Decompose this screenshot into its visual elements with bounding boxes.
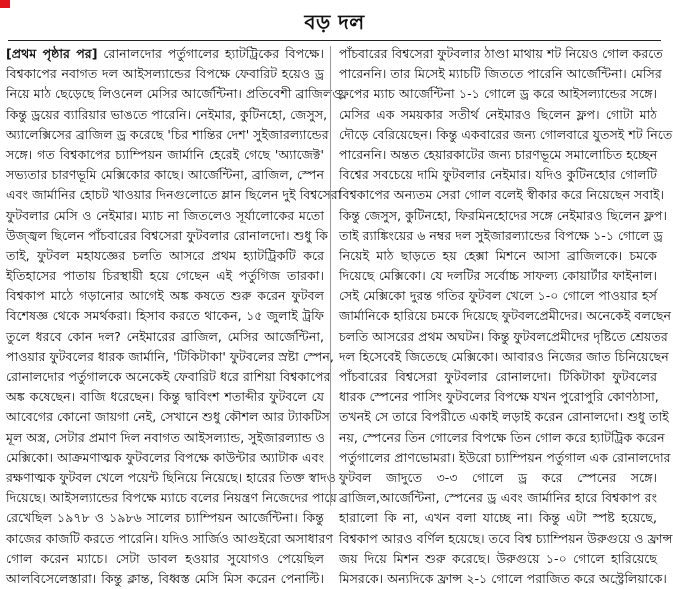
article-line: পাঁচবারের বিশ্বসেরা ফুটবলার রোনালদো। টিকিটাকা ফুটবলের [339, 369, 657, 384]
article-line: গোল করেন ম্যাচে। সেটা ডাবল হওয়ার সুযোগও পেয়েছিল [6, 550, 324, 566]
article-line: সেই মেক্সিকো দুরন্ত গতির ফুটবল খেলে ১-০ গোলে পাওয়ার হর্স [339, 288, 657, 304]
article-line-text: রোনালদোর পর্তুগালের হ্যাটট্রিকের বিপক্ষে। [103, 46, 324, 61]
article-line: রক্ষণাত্মক ফুটবল খেলে পয়েন্ট ছিনিয়ে নিয়েছে। হারের তিক্ত স্বাদও [6, 469, 336, 485]
article-line [6, 44, 324, 64]
article-line: পর্তুগালের প্রাণভোমরা। ইউরো চ্যাম্পিয়ন পর্তুগাল এক রোনালদোর [339, 449, 671, 465]
article-line: তুলে ধরবে কোন দল? নেইমারের ব্রাজিল, মেসির আর্জেন্টিনা, [6, 328, 324, 344]
article-line: দিয়েছে মেক্সিকো। যে দলটির সর্বোচ্চ সাফল্য কোয়ার্টার ফাইনাল। [339, 268, 657, 284]
article-line: নিয়েই মাঠ ছাড়তে হয় হেক্সা মিশনে আসা ব্রাজিলকে। চমকে [339, 247, 657, 263]
article-line: সভ্যতার চারণভূমি মেক্সিকোর কাছে। আর্জেন্টিনা, ব্রাজিল, স্পেন [6, 167, 324, 183]
article-line: অ্যালেক্সিসের ব্রাজিল ড্র করেছে 'চির শান্তির দেশ' সুইজারল্যান্ডের [6, 126, 329, 142]
article-line: অঙ্ক কষেছেন। বাজি ধরেছেন। কিন্তু দ্বাবিংশ শতাব্দীর ফুটবলে যে [6, 389, 324, 405]
article-line: সঙ্গে। গত বিশ্বকাপের চ্যাম্পিয়ন জার্মানি হেরেই গেছে 'অ্যাজেক্ট' [6, 146, 324, 162]
corner-red-mark [0, 0, 10, 8]
article-column-left [6, 44, 342, 586]
continuation-kicker: [প্রথম পৃষ্ঠার পর] [6, 46, 98, 61]
article-line: ইতিহাসের পাতায় চিরস্থায়ী হয়ে গেছেন এই পর্তুগিজ তারকা। [6, 268, 324, 284]
article-line: ফুটবল জাদুতে ৩-৩ গোলে ড্র করে স্পেনের সঙ্গে। [339, 469, 657, 485]
article-line: ফুটবলার মেসি ও নেইমার। ম্যাচ না জিতলেও সূর্যালোকের মতো [6, 207, 324, 223]
article-line: তখনই সে তারে বিপরীতে একাই লড়াই করেন রোনালদো। শুধু তাই [339, 409, 669, 425]
article-line: তাই র‌্যাঙ্কিংয়ের ৬ নম্বর দল সুইজারল্যান্ডের বিপক্ষে ১-১ গোলে ড্র [339, 227, 663, 243]
article-line: নয়, স্পেনের তিন গোলের বিপক্ষে তিন গোল করে হ্যাটট্রিক করেন [339, 429, 665, 445]
article-line: ধারক স্পেনের পাসিং ফুটবলের বিপক্ষে যখন পুরোপুরি কোণঠাসা, [339, 389, 659, 405]
article-line: চলতি আসরের প্রথম অঘটন। কিন্তু ফুটবলপ্রেমীদের দৃষ্টিতে শ্রেয়তর [339, 328, 668, 344]
article-line: মূল অস্ত্র, সেটার প্রমাণ দিল নবাগত আইসল্যান্ড, সুইজারল্যান্ড ও [6, 429, 326, 445]
article-line: দৌড়ে বেরিয়েছেন। কিন্তু একবারের জন্য গোলবারে যুতসই শট নিতে [339, 126, 673, 142]
article-line: মেসির এক সময়কার সতীর্থ নেইমারও ছিলেন ফ্লপ। গোটা মাঠ [339, 106, 657, 122]
article-line: জয় দিয়ে মিশন শুরু করেছে। উরুগুয়ে ১-০ গোলে হারিয়েছে [339, 550, 657, 566]
article-line: বিশ্বকাপ মাঠে গড়ানোর আগেই অঙ্ক কষতে শুরু করেন ফুটবল [6, 288, 324, 304]
article-line: জার্মানিকে হারিয়ে চমকে দিয়েছে ফুটবলপ্রেমীদের। অনেকেই বলছেন [339, 308, 672, 324]
article-line: কিন্তু জেসুস, কুটিনহো, ফিরমিনহোদের সঙ্গে নেইমারও ছিলেন ফ্লপ। [339, 207, 667, 223]
article-line: মেক্সিকো। আক্রমণাত্মক ফুটবলের বিপক্ষে কাউন্টার অ্যাটাক এবং [6, 449, 324, 465]
article-line: পারেননি। তার মিসেই ম্যাচটি জিততে পারেনি আর্জেন্টিনা। মেসির [339, 66, 662, 82]
article-line: রেখেছিল ১৯৭৮ ও ১৯৮৬ সালের চ্যাম্পিয়ন আর্জেন্টিনা। কিন্তু [6, 510, 324, 526]
article-line: বিশ্বকাপ আরও বর্ণিল হয়েছে। তবে বিশ্ব চ্যাম্পিয়ন উরুগুয়ে ও ফ্রান্স [339, 530, 673, 546]
article-line: বিশ্বের সবচেয়ে দামি ফুটবলার নেইমার। যদিও কুটিনহোর গোলটি [339, 167, 657, 183]
article-line: পারেননি। অন্তত হেয়ারকাটের জন্য চারণভূমে সমালোচিত হচ্ছেন [339, 146, 658, 162]
article-line: দিয়েছে। আইসল্যান্ডের বিপক্ষে ম্যাচে বলের নিয়ন্ত্রণ নিজেদের পায়ে [6, 490, 337, 506]
article-line: উজ্জ্বল ছিলেন পাঁচবারের বিশ্বসেরা ফুটবলার রোনালদো। শুধু কি [6, 227, 328, 243]
article-line: নিয়ে মাঠ ছেড়েছে লিওনেল মেসির আর্জেন্টিনা। প্রতিবেশী ব্রাজিলও [6, 86, 342, 102]
article-line: পাওয়ার ফুটবলের ধারক জার্মানি, 'টিকিটাকা' ফুটবলের স্রষ্টা স্পেন, [6, 348, 334, 364]
article-line: আবেগের কোনো জায়গা নেই, সেখানে শুধু কৌশল আর ট্যাকটিস [6, 409, 330, 425]
article-line: বিশ্বকাপের অন্যতম সেরা গোল বলেই স্বীকার করে নিয়েছেন সবাই। [339, 187, 665, 203]
article-line: ফ্লপের ম্যাচ আর্জেন্টিনা ১-১ গোলে ড্র করে আইসল্যান্ডের সঙ্গে। [339, 86, 657, 102]
article-headline: বড় দল [304, 10, 365, 34]
article-column-right [339, 44, 673, 586]
article-line: হারালো কি না, এখন বলা যাচ্ছে না। কিন্তু এটা স্পষ্ট হয়েছে, [339, 510, 657, 526]
article-line: এবং জার্মানির হোচট খাওয়ার দিনগুলোতে ম্লান ছিলেন দুই বিশ্বসেরা [6, 187, 342, 203]
article-line: ব্রাজিল,আর্জেন্টিনা, স্পেনের ড্র এবং জার্মানির হারে বিশ্বকাপ রং [339, 490, 657, 506]
article-line: বিশেষজ্ঞ থেকে সমর্থকরা। হিসাব করতে থাকেন, ১৫ জুলাই ট্রফি [6, 308, 324, 324]
article-line: তাই, ফুটবল মহাযজ্ঞের চলতি আসরে প্রথম হ্যাটট্রিকটি করে [6, 247, 324, 263]
article-line: বিশ্বকাপের নবাগত দল আইসল্যান্ডের বিপক্ষে ফেবারিট হয়েও ড্র [6, 66, 324, 82]
article-line: কাজের কাজটি করতে পারেনি। যদিও সার্জিও আগুইরো অসাধারণ [6, 530, 334, 546]
article-line: আলবিসেলেস্তারা। কিন্তু ক্লান্ত, বিধ্বস্ত মেসি মিস করেন পেনাল্টি। [6, 570, 324, 586]
article-line: দল হিসেবেই জিতেছে মেক্সিকো। আবারও নিজের জাত চিনিয়েছেন [339, 348, 669, 364]
article-line: কিন্তু ড্রয়ের ব্যারিয়ার ভাঙতে পারেনি। নেইমার, কুটিনহো, জেসুস, [6, 106, 328, 122]
article-line: রোনালদোর পর্তুগালকে অনেকেই ফেবারিট ধরে রাশিয়া বিশ্বকাপের [6, 369, 331, 384]
article-line: পাঁচবারের বিশ্বসেরা ফুটবলার ঠাণ্ডা মাথায় শট নিয়েও গোল করতে [339, 46, 663, 61]
column-divider [330, 46, 331, 506]
headline-rule [8, 40, 661, 41]
article-line: মিসরকে। অন্যদিকে ফ্রান্স ২-১ গোলে পরাজিত করে অস্ট্রেলিয়াকে। [339, 570, 667, 586]
